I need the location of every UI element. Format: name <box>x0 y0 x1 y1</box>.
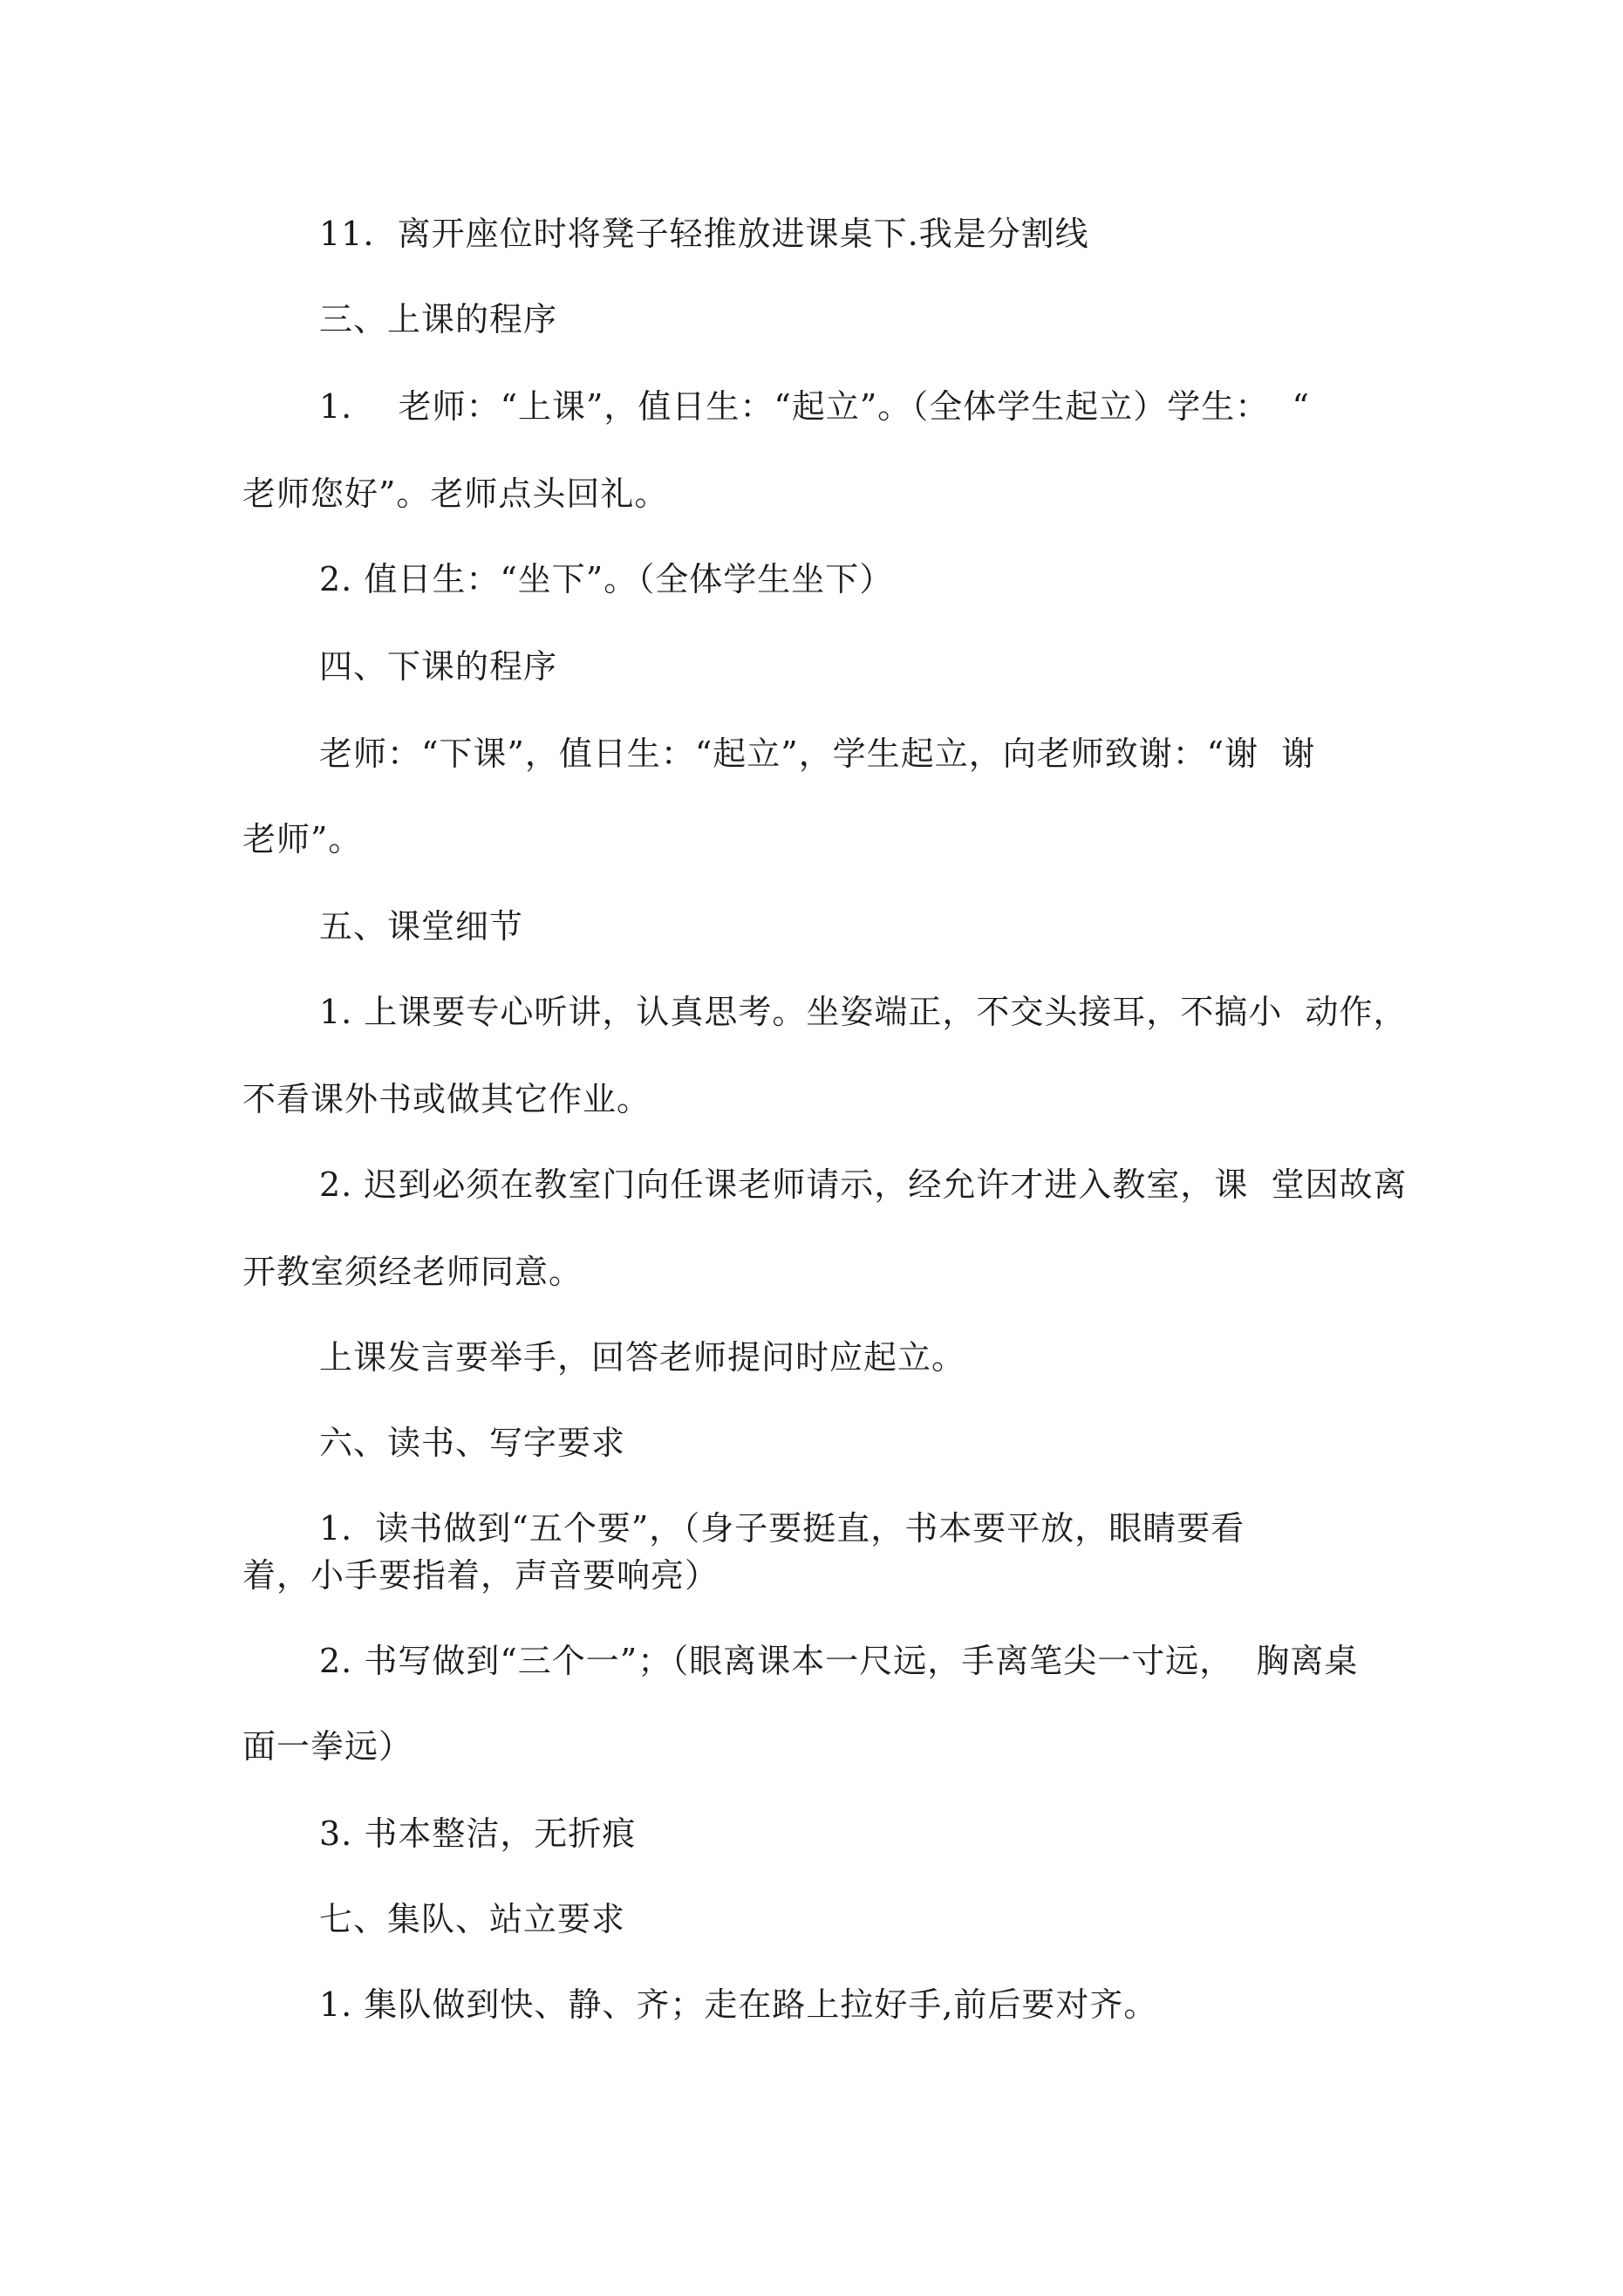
text-line: 1. 老师：“上课”，值日生：“起立”。（全体学生起立）学生： “ <box>319 387 1310 426</box>
text-line: 开教室须经老师同意。 <box>242 1253 583 1291</box>
section-heading: 三、上课的程序 <box>319 300 558 338</box>
text-line: 3. 书本整洁，无折痕 <box>319 1814 637 1853</box>
text-line: 老师：“下课”，值日生：“起立”，学生起立，向老师致谢：“谢 谢 <box>319 735 1316 773</box>
text-line: 2. 迟到必须在教室门向任课老师请示，经允许才进入教室，课 堂因故离 <box>319 1165 1408 1204</box>
section-heading: 七、集队、站立要求 <box>319 1900 626 1938</box>
text-line: 2. 值日生：“坐下”。（全体学生坐下） <box>319 560 894 598</box>
section-heading: 四、下课的程序 <box>319 647 558 686</box>
section-heading: 五、课堂细节 <box>319 907 524 946</box>
text-line: 11. 离开座位时将凳子轻推放进课桌下.我是分割线 <box>319 215 1089 253</box>
text-line: 不看课外书或做其它作业。 <box>242 1080 651 1118</box>
text-line: 老师”。 <box>242 820 363 858</box>
text-line: 2. 书写做到“三个一”；（眼离课本一尺远，手离笔尖一寸远， 胸离桌 <box>319 1642 1359 1680</box>
text-line: 面一拳远） <box>242 1727 413 1766</box>
section-heading: 六、读书、写字要求 <box>319 1424 626 1462</box>
text-line: 上课发言要举手，回答老师提问时应起立。 <box>319 1338 966 1377</box>
text-line: 老师您好”。老师点头回礼。 <box>242 475 669 513</box>
text-line: 1. 上课要专心听讲，认真思考。坐姿端正，不交头接耳，不搞小 动作， <box>319 993 1408 1031</box>
text-line: 1. 集队做到快、静、齐；走在路上拉好手,前后要对齐。 <box>319 1985 1158 2024</box>
text-line: 着，小手要指着，声音要响亮） <box>242 1556 719 1595</box>
text-line: 1. 读书做到“五个要”，（身子要挺直，书本要平放，眼睛要看 <box>319 1509 1245 1548</box>
